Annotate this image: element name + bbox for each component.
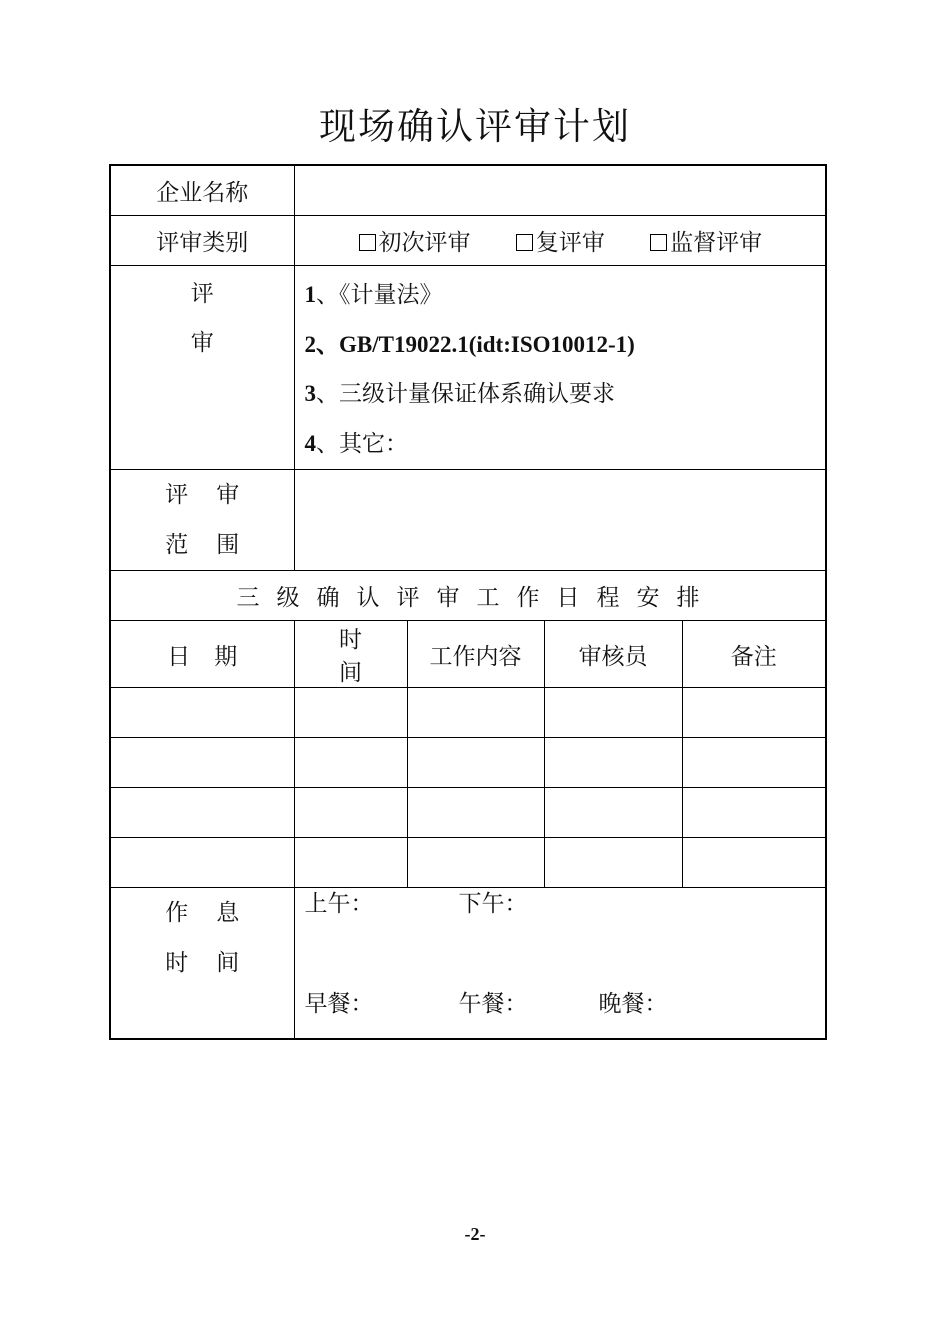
option-label: 初次评审: [378, 230, 471, 256]
col-header-content: 工作内容: [407, 621, 544, 688]
time-cell[interactable]: [294, 688, 407, 738]
rest-label-line: 时间: [165, 950, 268, 976]
time-cell[interactable]: [294, 838, 407, 888]
surveillance-review-option[interactable]: [650, 224, 762, 257]
table-row: [110, 838, 826, 888]
scope-row: [110, 470, 826, 571]
content-cell[interactable]: [407, 738, 544, 788]
basis-label-line: 评: [190, 281, 214, 307]
scope-field[interactable]: [294, 470, 826, 571]
col-header-time: 时间: [294, 621, 407, 688]
table-row: [110, 738, 826, 788]
page-number: -2-: [464, 1224, 486, 1244]
remarks-cell[interactable]: [682, 738, 826, 788]
initial-review-option[interactable]: [359, 224, 471, 257]
dinner-label: 晚餐：: [598, 991, 668, 1017]
col-header-remarks: 备注: [682, 621, 826, 688]
basis-item: 1、《计量法》: [304, 282, 443, 308]
lunch-label: 午餐：: [458, 991, 528, 1017]
re-review-option[interactable]: [516, 224, 605, 257]
basis-item: 3、三级计量保证体系确认要求: [304, 381, 615, 407]
auditor-cell[interactable]: [544, 688, 682, 738]
basis-item: 2、GB/T19022.1(idt:ISO10012-1): [304, 332, 635, 357]
checkbox-icon[interactable]: [359, 234, 376, 251]
schedule-title-row: [110, 571, 826, 621]
company-name-field[interactable]: [294, 165, 826, 216]
review-type-label: 评审类别: [110, 216, 294, 266]
afternoon-label: 下午：: [458, 891, 528, 917]
basis-row: [110, 266, 826, 470]
table-row: [110, 688, 826, 738]
scope-label: [110, 470, 294, 571]
morning-label: 上午：: [304, 891, 374, 917]
review-plan-table: [109, 164, 827, 1040]
col-header-auditor: 审核员: [544, 621, 682, 688]
rest-time-details: [294, 888, 826, 1040]
company-label: 企业名称: [110, 165, 294, 216]
rest-label-line: 作息: [165, 900, 268, 926]
date-cell[interactable]: [110, 738, 294, 788]
basis-item: 4、其它：: [304, 431, 408, 457]
auditor-cell[interactable]: [544, 738, 682, 788]
remarks-cell[interactable]: [682, 788, 826, 838]
content-cell[interactable]: [407, 688, 544, 738]
work-hours-line: [305, 888, 826, 938]
company-row: [110, 165, 826, 216]
basis-list: [294, 266, 826, 470]
basis-label: [110, 266, 294, 470]
option-label: 监督评审: [670, 230, 763, 256]
rest-time-label: [110, 888, 294, 1040]
option-label: 复评审: [535, 230, 605, 256]
page-title: 现场确认评审计划: [319, 105, 631, 148]
auditor-cell[interactable]: [544, 838, 682, 888]
schedule-title: 三级确认评审工作日程安排: [110, 571, 826, 621]
date-cell[interactable]: [110, 788, 294, 838]
time-cell[interactable]: [294, 788, 407, 838]
spacer-line: [305, 938, 826, 988]
breakfast-label: 早餐：: [304, 991, 374, 1017]
table-row: [110, 788, 826, 838]
col-header-date: 日期: [110, 621, 294, 688]
scope-label-line: 评审: [165, 482, 268, 508]
remarks-cell[interactable]: [682, 688, 826, 738]
basis-label-line: 审: [190, 330, 214, 356]
date-cell[interactable]: [110, 688, 294, 738]
date-cell[interactable]: [110, 838, 294, 888]
content-cell[interactable]: [407, 788, 544, 838]
checkbox-icon[interactable]: [516, 234, 533, 251]
content-cell[interactable]: [407, 838, 544, 888]
rest-time-row: [110, 888, 826, 1040]
auditor-cell[interactable]: [544, 788, 682, 838]
checkbox-icon[interactable]: [650, 234, 667, 251]
schedule-header-row: [110, 621, 826, 688]
review-type-options: [294, 216, 826, 266]
time-cell[interactable]: [294, 738, 407, 788]
scope-label-line: 范围: [165, 532, 268, 558]
meal-times-line: [305, 988, 826, 1038]
remarks-cell[interactable]: [682, 838, 826, 888]
review-type-row: [110, 216, 826, 266]
